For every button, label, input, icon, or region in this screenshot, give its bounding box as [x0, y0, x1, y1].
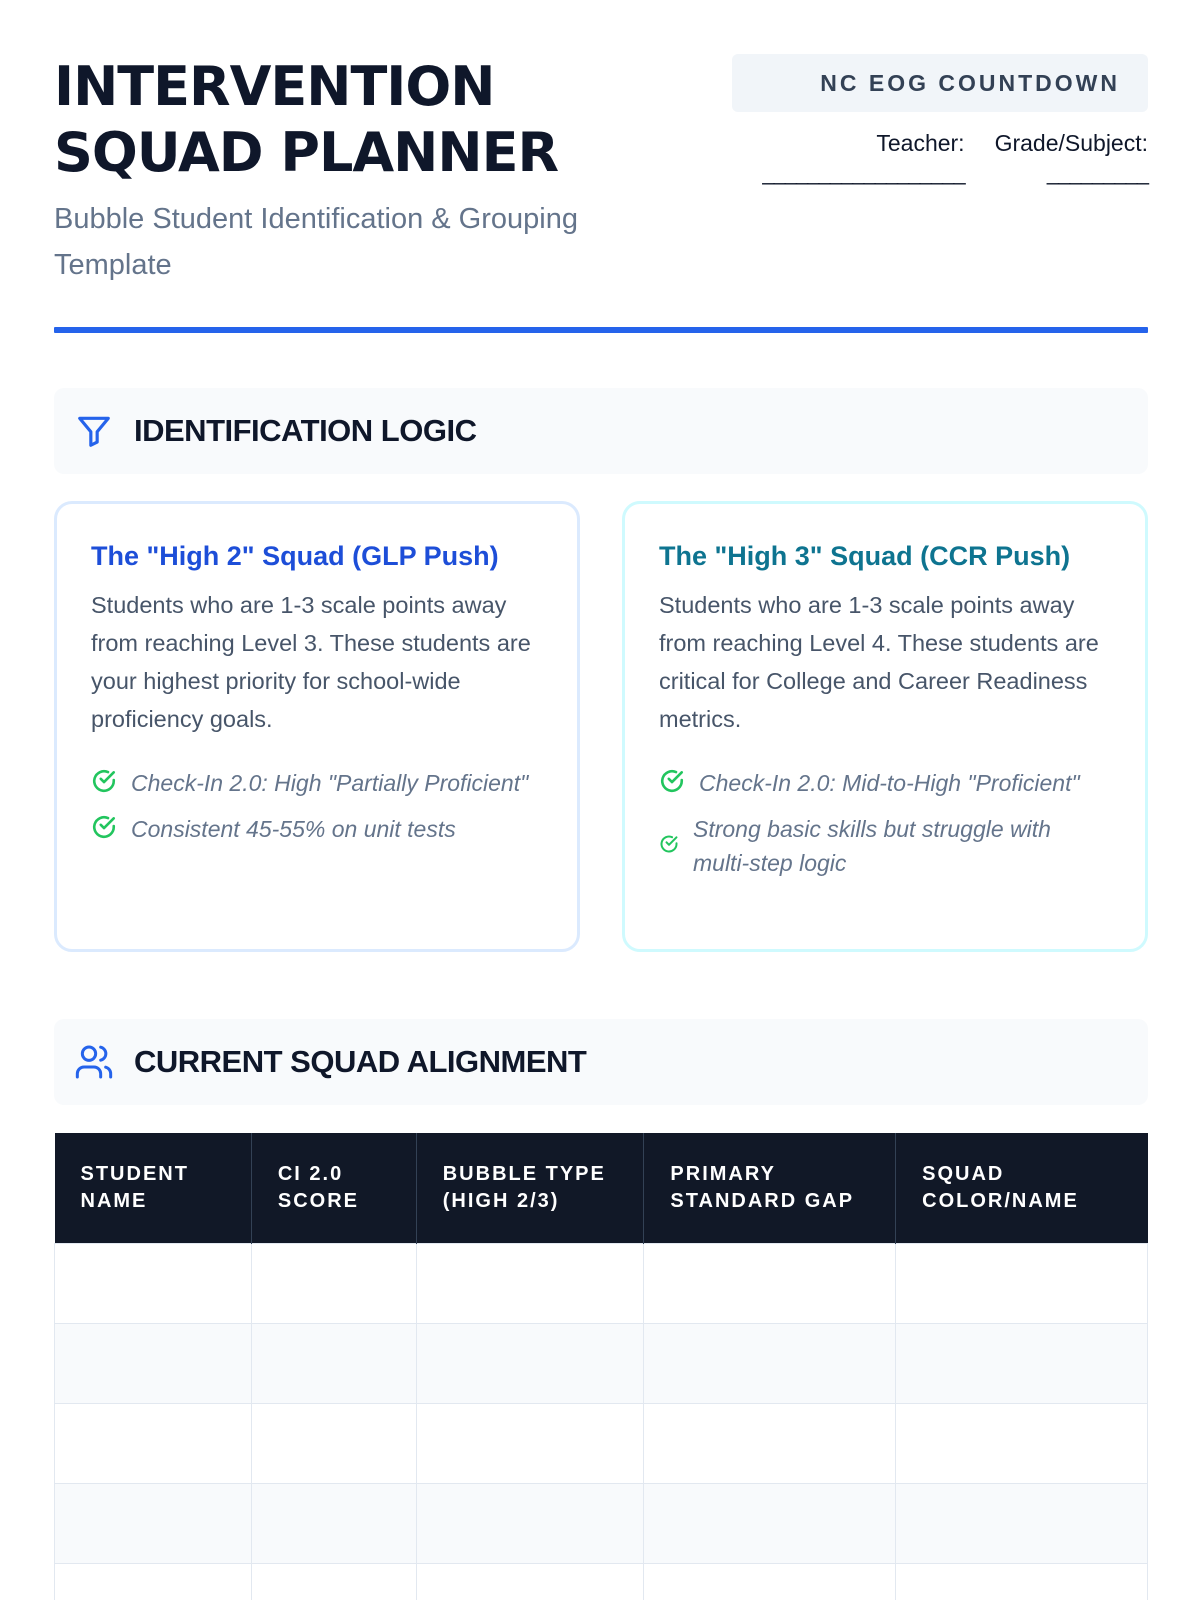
header-meta	[732, 54, 1148, 186]
table-cell[interactable]	[644, 1483, 896, 1563]
criteria-text: Strong basic skills but struggle with multi-step logic	[693, 816, 1051, 876]
column-header-bubble-type: BUBBLE TYPE (HIGH 2/3)	[416, 1133, 644, 1243]
criteria-text: Check-In 2.0: Mid-to-High "Proficient"	[699, 770, 1080, 796]
high-3-squad-card	[622, 501, 1148, 952]
filter-icon	[74, 411, 114, 451]
table-cell[interactable]	[896, 1323, 1148, 1403]
table-row	[55, 1483, 1148, 1563]
teacher-label: Teacher:	[876, 130, 965, 156]
teacher-field[interactable]	[762, 126, 964, 186]
alignment-section-title: CURRENT SQUAD ALIGNMENT	[134, 1044, 587, 1079]
check-circle-icon	[91, 768, 117, 799]
check-circle-icon	[91, 814, 117, 845]
criteria-list	[91, 766, 543, 846]
table-cell[interactable]	[416, 1483, 644, 1563]
card-description: Students who are 1-3 scale points away from reaching Level 3. These students are your highest priority for school-wide proficiency goals.	[91, 592, 531, 732]
table-cell[interactable]	[896, 1403, 1148, 1483]
table-header-row	[55, 1133, 1148, 1243]
table-cell[interactable]	[896, 1243, 1148, 1323]
criteria-text: Consistent 45-55% on unit tests	[131, 816, 456, 842]
column-header-standard-gap: PRIMARY STANDARD GAP	[644, 1133, 896, 1243]
criteria-list	[659, 766, 1111, 880]
table-cell[interactable]	[416, 1563, 644, 1600]
column-header-squad-color: SQUAD COLOR/NAME	[896, 1133, 1148, 1243]
list-item	[659, 812, 1111, 880]
grade-subject-blank-line: _________	[1046, 160, 1148, 185]
grade-subject-label: Grade/Subject:	[994, 130, 1148, 156]
table-cell[interactable]	[896, 1563, 1148, 1600]
check-circle-icon	[659, 834, 679, 859]
table-cell[interactable]	[55, 1563, 252, 1600]
table-cell[interactable]	[55, 1243, 252, 1323]
column-header-student-name: STUDENT NAME	[55, 1133, 252, 1243]
countdown-badge: NC EOG COUNTDOWN	[732, 54, 1148, 112]
column-header-ci-score: CI 2.0 SCORE	[251, 1133, 416, 1243]
table-cell[interactable]	[251, 1323, 416, 1403]
page-header	[54, 54, 1148, 334]
table-cell[interactable]	[251, 1403, 416, 1483]
identification-section-header	[54, 388, 1148, 474]
table-cell[interactable]	[644, 1403, 896, 1483]
card-description: Students who are 1-3 scale points away from reaching Level 4. These students are critical for College and Career Readiness metrics.	[659, 592, 1099, 732]
title-line-2: SQUAD PLANNER	[54, 121, 559, 184]
identification-section-title: IDENTIFICATION LOGIC	[134, 413, 477, 448]
table-cell[interactable]	[55, 1323, 252, 1403]
alignment-section-header	[54, 1019, 1148, 1105]
table-cell[interactable]	[251, 1563, 416, 1600]
grade-subject-field[interactable]	[995, 126, 1148, 186]
check-circle-icon	[659, 768, 685, 799]
users-icon	[74, 1042, 114, 1082]
card-title: The "High 2" Squad (GLP Push)	[91, 541, 499, 571]
squad-alignment-table	[54, 1133, 1148, 1600]
table-row	[55, 1243, 1148, 1323]
table-cell[interactable]	[55, 1403, 252, 1483]
list-item	[91, 766, 543, 800]
table-row	[55, 1403, 1148, 1483]
header-divider	[54, 327, 1148, 333]
table-cell[interactable]	[416, 1323, 644, 1403]
list-item	[91, 812, 543, 846]
title-line-1: INTERVENTION	[54, 55, 495, 118]
table-cell[interactable]	[896, 1483, 1148, 1563]
card-title: The "High 3" Squad (CCR Push)	[659, 541, 1071, 571]
criteria-text: Check-In 2.0: High "Partially Proficient"	[131, 770, 529, 796]
table-cell[interactable]	[644, 1563, 896, 1600]
list-item	[659, 766, 1111, 800]
table-row	[55, 1323, 1148, 1403]
table-cell[interactable]	[644, 1243, 896, 1323]
page-subtitle: Bubble Student Identification & Grouping Template	[54, 203, 578, 281]
teacher-blank-line: __________________	[762, 160, 965, 185]
table-cell[interactable]	[55, 1483, 252, 1563]
table-cell[interactable]	[416, 1403, 644, 1483]
table-cell[interactable]	[251, 1243, 416, 1323]
table-cell[interactable]	[251, 1483, 416, 1563]
table-row	[55, 1563, 1148, 1600]
table-cell[interactable]	[416, 1243, 644, 1323]
high-2-squad-card	[54, 501, 580, 952]
table-cell[interactable]	[644, 1323, 896, 1403]
